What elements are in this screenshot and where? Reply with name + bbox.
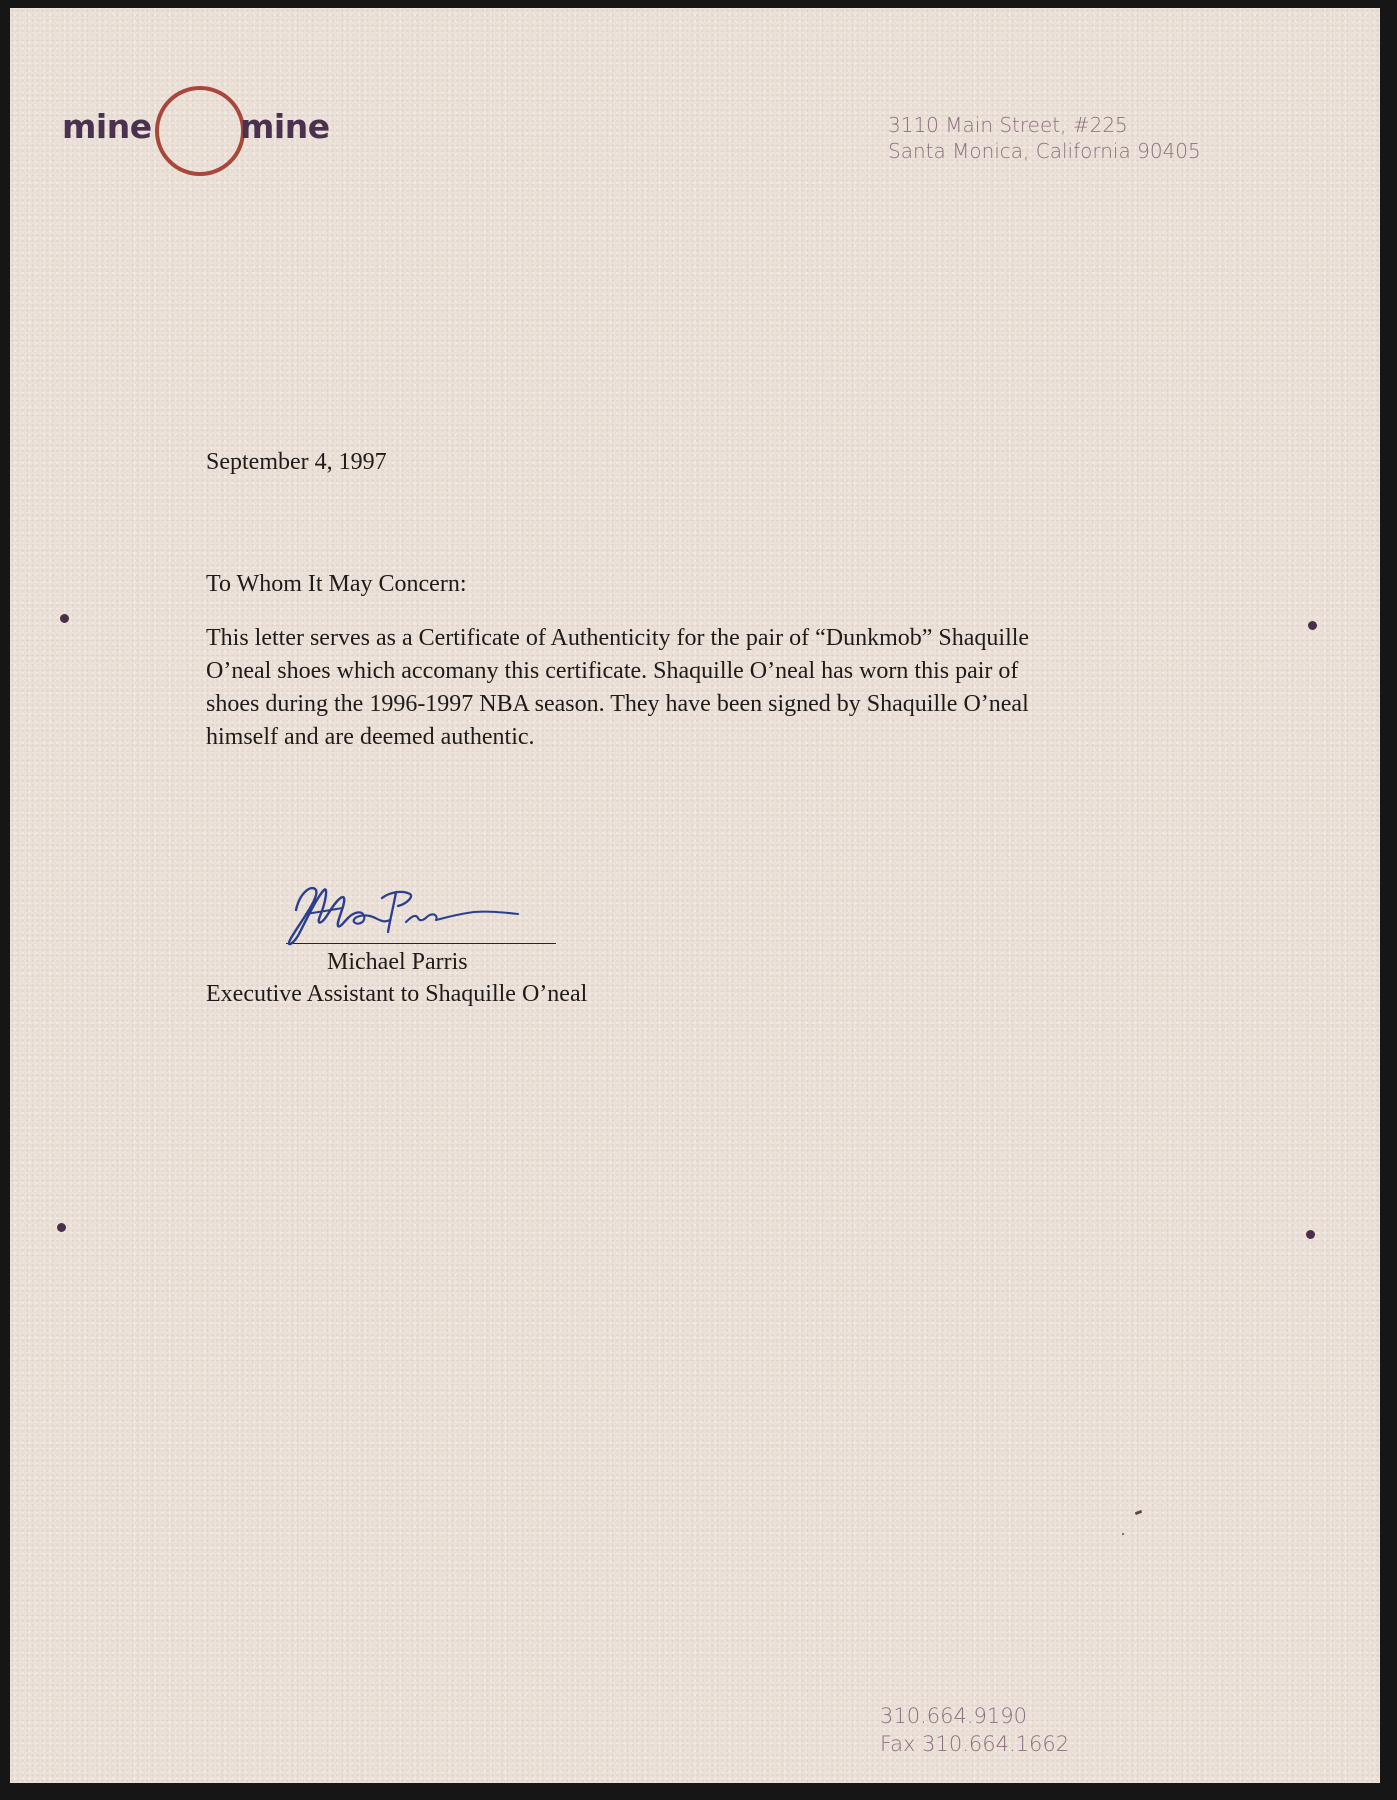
body-line: shoes during the 1996-1997 NBA season. They have been signed by Shaquille O’neal	[206, 691, 1029, 717]
company-logo	[62, 78, 362, 188]
phone-number: 310.664.9190	[880, 1704, 1027, 1728]
address-line-2: Santa Monica, California 90405	[888, 139, 1201, 163]
signer-title: Executive Assistant to Shaquille O’neal	[206, 981, 588, 1007]
letter-salutation: To Whom It May Concern:	[206, 571, 467, 597]
logo-word-right: mine	[240, 107, 330, 146]
fax-number: Fax 310.664.1662	[880, 1732, 1070, 1756]
signer-name: Michael Parris	[327, 949, 468, 975]
body-line: himself and are deemed authentic.	[206, 724, 535, 750]
binder-hole-dot	[60, 614, 69, 623]
letterhead-address	[888, 112, 1201, 164]
letter-date: September 4, 1997	[206, 449, 387, 475]
logo-ring-icon	[155, 86, 245, 176]
body-line: O’neal shoes which accomany this certificate. Shaquille O’neal has worn this pair of	[206, 658, 1019, 684]
logo-word-left: mine	[62, 107, 152, 146]
paper-speck	[1135, 1510, 1143, 1515]
paper-speck	[1122, 1533, 1124, 1535]
body-line: This letter serves as a Certificate of Authenticity for the pair of “Dunkmob” Shaquille	[206, 625, 1030, 651]
address-line-1: 3110 Main Street, #225	[888, 113, 1128, 137]
binder-hole-dot	[57, 1223, 66, 1232]
letter-body	[206, 622, 1166, 754]
binder-hole-dot	[1306, 1230, 1315, 1239]
letterhead-footer	[880, 1702, 1069, 1758]
letter-page	[10, 8, 1380, 1783]
binder-hole-dot	[1308, 621, 1317, 630]
